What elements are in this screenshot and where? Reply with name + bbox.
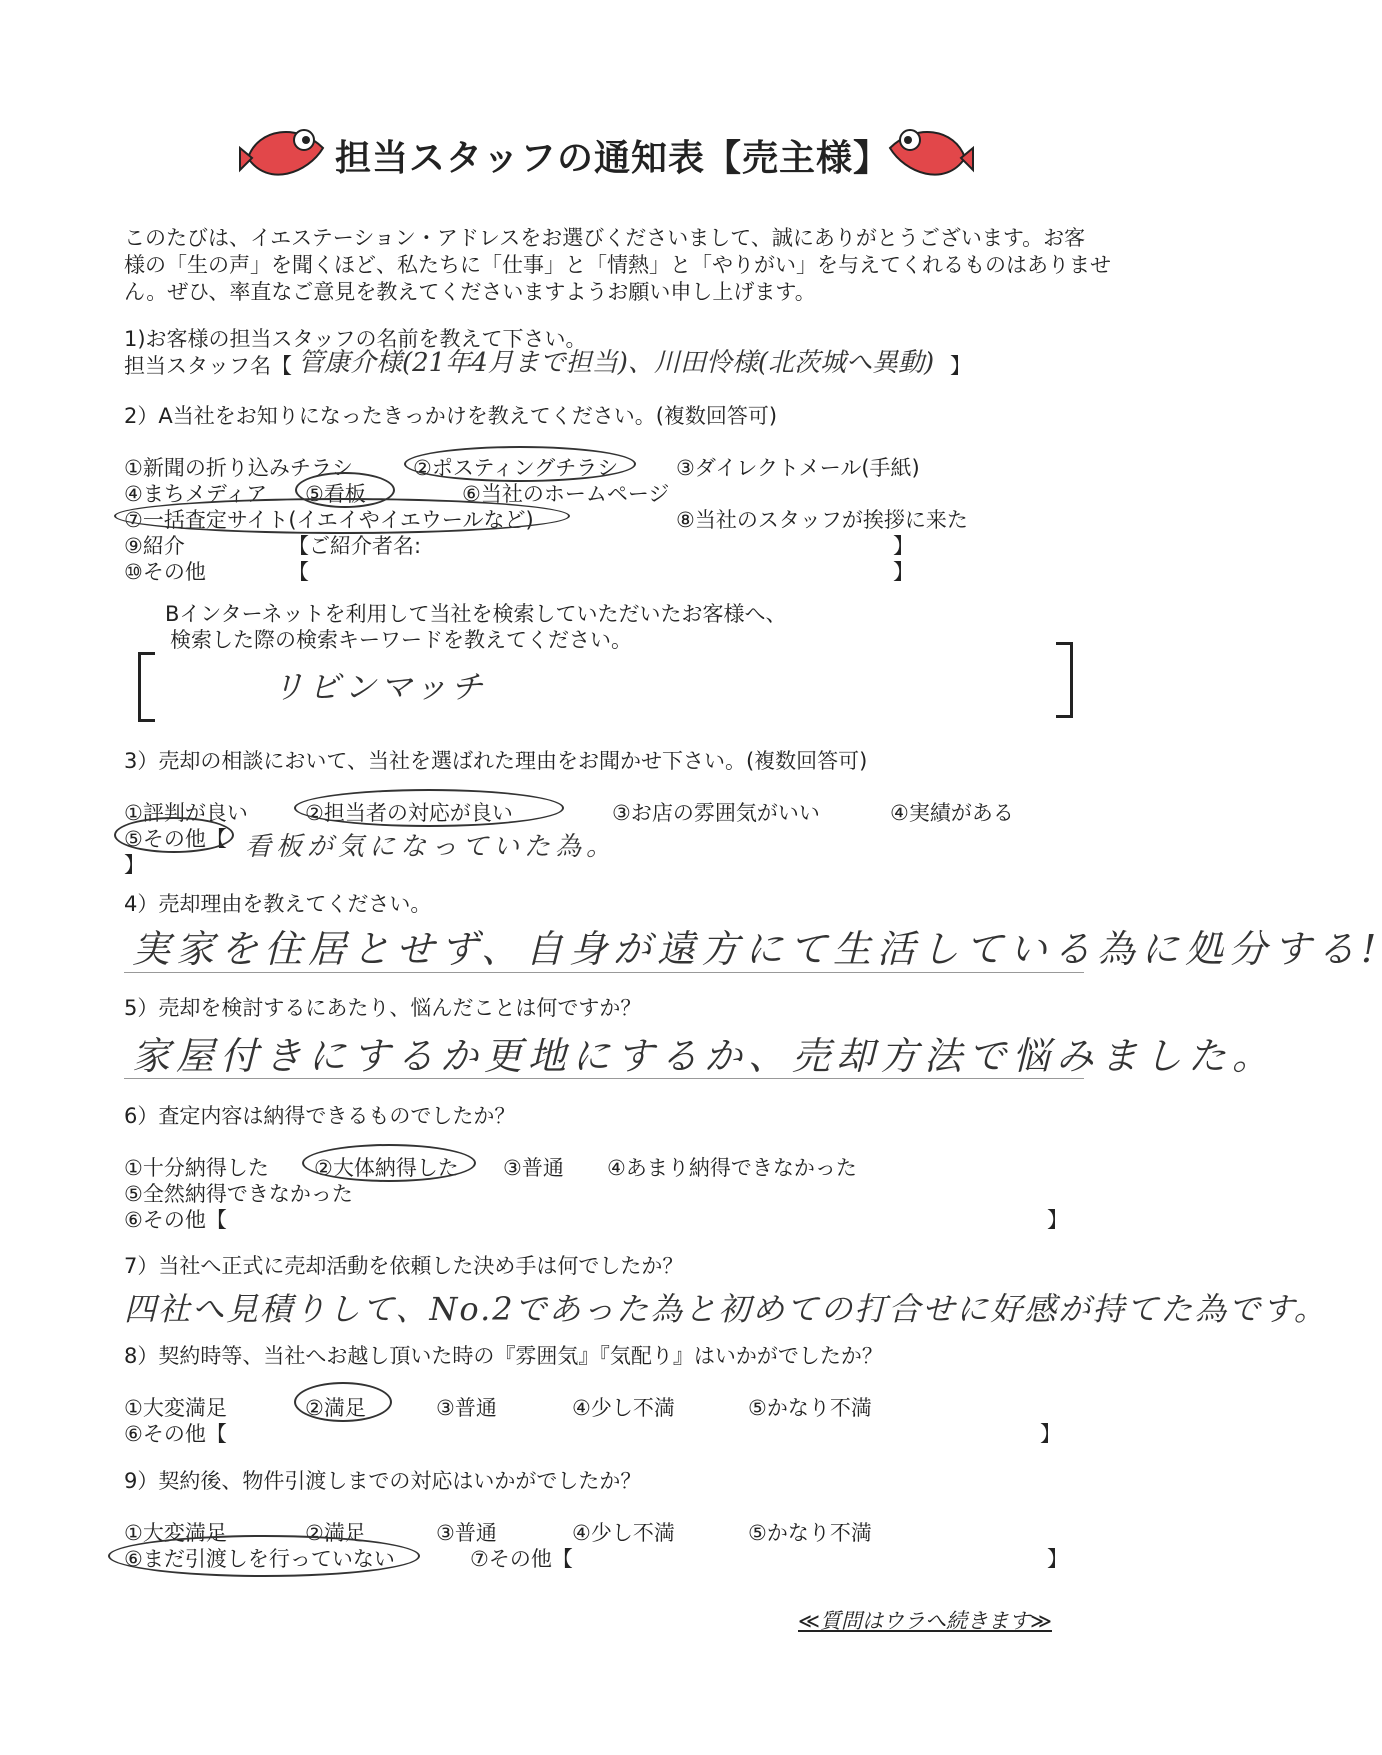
q8-option-1: ①大変満足 [124,1396,227,1420]
q6-close: 】 [1047,1208,1068,1232]
q2-option-5: ⑤看板 [305,482,366,506]
q3-question: 3）売却の相談において、当社を選ばれた理由をお聞かせ下さい。(複数回答可) [124,749,868,773]
q3-option-4: ④実績がある [890,801,1014,825]
q1-label: 担当スタッフ名【 [124,354,292,378]
q2-other-open: 【 [288,560,309,584]
q3-option-3: ③お店の雰囲気がいい [612,801,820,825]
fish-mascot-left [238,118,333,190]
q4-question: 4）売却理由を教えてください。 [124,892,432,916]
q2-option-7: ⑦一括査定サイト(イエイやイエウールなど) [124,508,534,532]
q3-option-2: ②担当者の対応が良い [305,801,513,825]
q9-option-7: ⑦その他【 [470,1547,573,1571]
selected-circle [114,817,234,853]
q3-option-1: ①評判が良い [124,801,248,825]
q8-option-3: ③普通 [436,1396,497,1420]
q2b-answer: リビンマッチ [272,668,487,706]
q6-option-6: ⑥その他【 [124,1208,227,1232]
q1-question: 1)お客様の担当スタッフの名前を教えて下さい。 [124,327,587,351]
q3-option-5: ⑤その他【 [124,827,227,851]
selected-circle [294,1382,392,1422]
selected-circle [302,1144,476,1182]
q9-option-5: ⑤かなり不満 [748,1521,872,1545]
q8-close: 】 [1040,1422,1061,1446]
q4-answer: 実家を住居とせず、自身が遠方にて生活している為に処分する! [132,927,1382,971]
q9-option-1: ①大変満足 [124,1521,227,1545]
q6-option-1: ①十分納得した [124,1156,269,1180]
q8-question: 8）契約時等、当社へお越し頂いた時の『雰囲気』『気配り』はいかがでしたか？ [124,1344,883,1368]
q1-close: 】 [950,354,971,378]
q2-option-10: ⑩その他 [124,560,206,584]
q2-question: 2）A当社をお知りになったきっかけを教えてください。(複数回答可) [124,404,778,428]
bracket-left [138,652,155,722]
q7-question: 7）当社へ正式に売却活動を依頼した決め手は何でしたか？ [124,1254,684,1278]
q2-option-6: ⑥当社のホームページ [462,482,670,506]
q2b-question-2: 検索した際の検索キーワードを教えてください。 [170,628,632,652]
q2b-question-1: Bインターネットを利用して当社を検索していただいたお客様へ、 [165,602,787,626]
intro-line-1: このたびは、イエステーション・アドレスをお選びくださいまして、誠にありがとうございます。お客 [124,226,1086,250]
intro-line-2: 様の「生の声」を聞くほど、私たちに「仕事」と「情熱」と「やりがい」を与えてくれるものはありませ [124,253,1111,277]
q9-option-2: ②満足 [305,1521,366,1545]
q7-answer: 四社へ見積りして、No.2であった為と初めての打合せに好感が持てた為です。 [124,1290,1328,1328]
q6-option-3: ③普通 [503,1156,564,1180]
q5-question: 5）売却を検討するにあたり、悩んだことは何ですか？ [124,996,642,1020]
q2-referral-close: 】 [893,534,914,558]
q6-question: 6）査定内容は納得できるものでしたか？ [124,1104,516,1128]
q2-option-8: ⑧当社のスタッフが挨拶に来た [676,508,968,532]
bracket-right [1056,642,1073,718]
q3-close: 】 [124,853,145,877]
q9-option-4: ④少し不満 [572,1521,675,1545]
selected-circle [294,789,564,827]
answer-line [124,972,1084,973]
continue-note: ≪質問はウラへ続きます≫ [798,1609,1052,1633]
q2-referral-label: 【ご紹介者名: [288,534,422,558]
answer-line [124,1078,1084,1079]
q8-option-4: ④少し不満 [572,1396,675,1420]
q9-question: 9）契約後、物件引渡しまでの対応はいかがでしたか？ [124,1469,642,1493]
q2-option-3: ③ダイレクトメール(手紙) [676,456,920,480]
q6-option-2: ②大体納得した [314,1156,459,1180]
q2-option-1: ①新聞の折り込みチラシ [124,456,353,480]
q9-option-6: ⑥まだ引渡しを行っていない [124,1547,395,1571]
q6-option-5: ⑤全然納得できなかった [124,1182,353,1206]
q3-other-answer: 看板が気になっていた為。 [245,832,618,862]
q6-option-4: ④あまり納得できなかった [607,1156,857,1180]
q2-option-9: ⑨紹介 [124,534,185,558]
q8-option-5: ⑤かなり不満 [748,1396,872,1420]
q8-option-2: ②満足 [305,1396,366,1420]
q2-other-close: 】 [893,560,914,584]
selected-circle [108,1535,420,1577]
q9-close: 】 [1047,1547,1068,1571]
q1-answer: 管康介様(21年4月まで担当)、川田怜様(北茨城へ異動) [298,348,935,378]
fish-mascot-right [880,118,975,190]
q2-option-4: ④まちメディア [124,482,268,506]
q8-option-6: ⑥その他【 [124,1422,227,1446]
page-title: 担当スタッフの通知表【売主様】 [335,138,891,179]
intro-line-3: ん。ぜひ、率直なご意見を教えてくださいますようお願い申し上げます。 [124,280,816,304]
q2-option-2: ②ポスティングチラシ [413,456,619,480]
selected-circle [404,446,636,482]
q5-answer: 家屋付きにするか更地にするか、売却方法で悩みました。 [132,1034,1277,1078]
q9-option-3: ③普通 [436,1521,497,1545]
selected-circle [114,498,570,534]
